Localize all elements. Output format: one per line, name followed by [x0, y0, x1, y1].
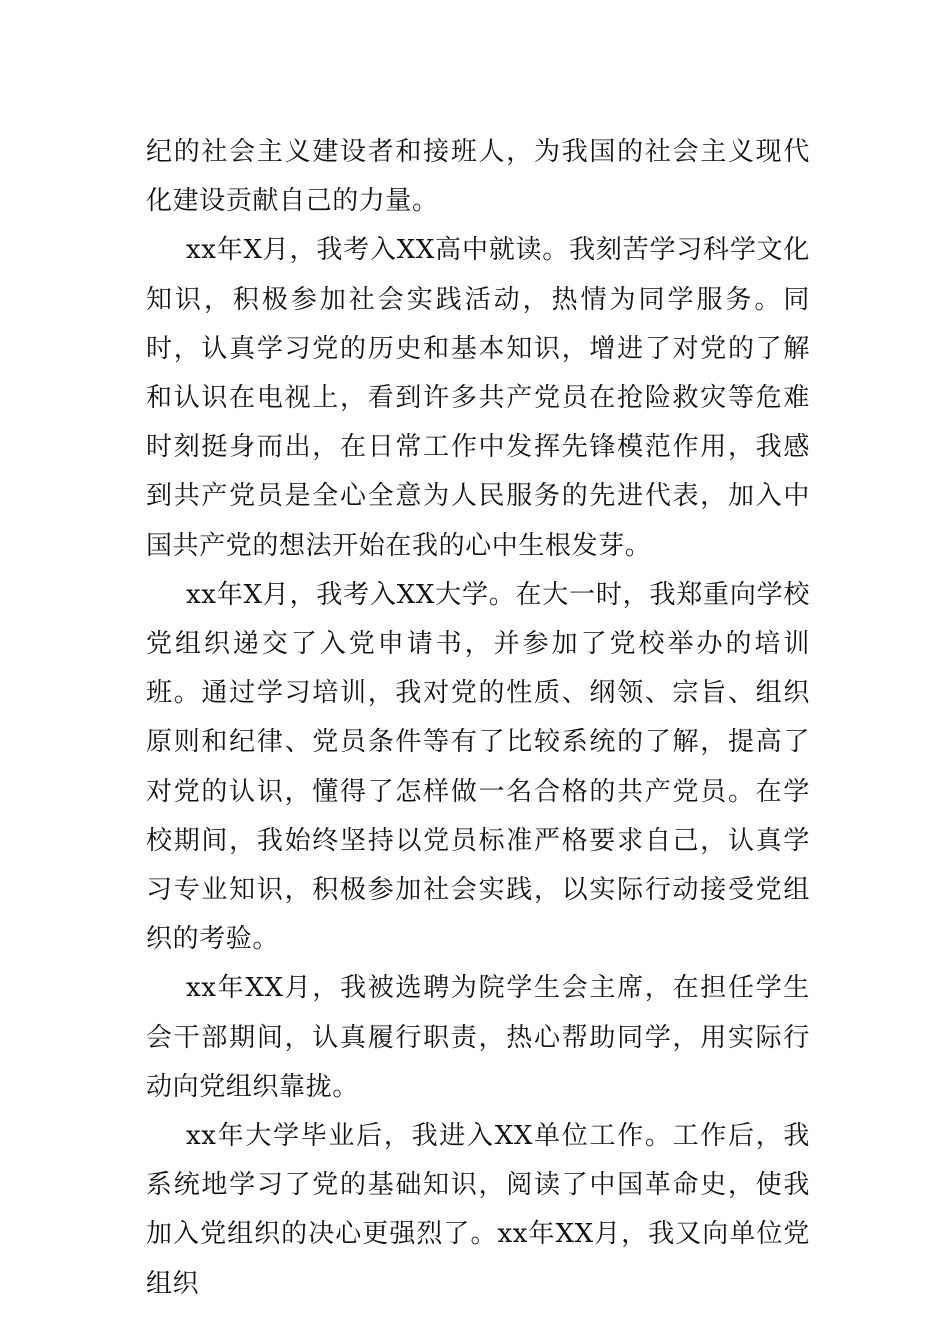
paragraph-5: xx年大学毕业后，我进入XX单位工作。工作后，我系统地学习了党的基础知识，阅读了中国革命史，使我加入党组织的决心更强烈了。xx年XX月，我又向单位党组织 — [146, 1121, 810, 1299]
paragraph-2: xx年X月，我考入XX高中就读。我刻苦学习科学文化知识，积极参加社会实践活动，热情为同学服务。同时，认真学习党的历史和基本知识，增进了对党的了解和认识在电视上，看到许多共产党员在抢险救灾等危难时刻挺身而出，在日常工作中发挥先锋模范作用，我感到共产党员是全心全意为人民服务的先进代表，加入中国共产党的想法开始在我的心中生根发芽。 — [146, 235, 810, 561]
paragraph-3: xx年X月，我考入XX大学。在大一时，我郑重向学校党组织递交了入党申请书，并参加了党校举办的培训班。通过学习培训，我对党的性质、纲领、宗旨、组织原则和纪律、党员条件等有了比较系统的了解，提高了对党的认识，懂得了怎样做一名合格的共产党员。在学校期间，我始终坚持以党员标准严格要求自己，认真学习专业知识，积极参加社会实践，以实际行动接受党组织的考验。 — [146, 579, 810, 955]
paragraph-1: 纪的社会主义建设者和接班人，为我国的社会主义现代化建设贡献自己的力量。 — [146, 137, 810, 217]
paragraph-4: xx年XX月，我被选聘为院学生会主席，在担任学生会干部期间，认真履行职责，热心帮助同学，用实际行动向党组织靠拢。 — [146, 973, 810, 1102]
document-body — [146, 128, 810, 1309]
